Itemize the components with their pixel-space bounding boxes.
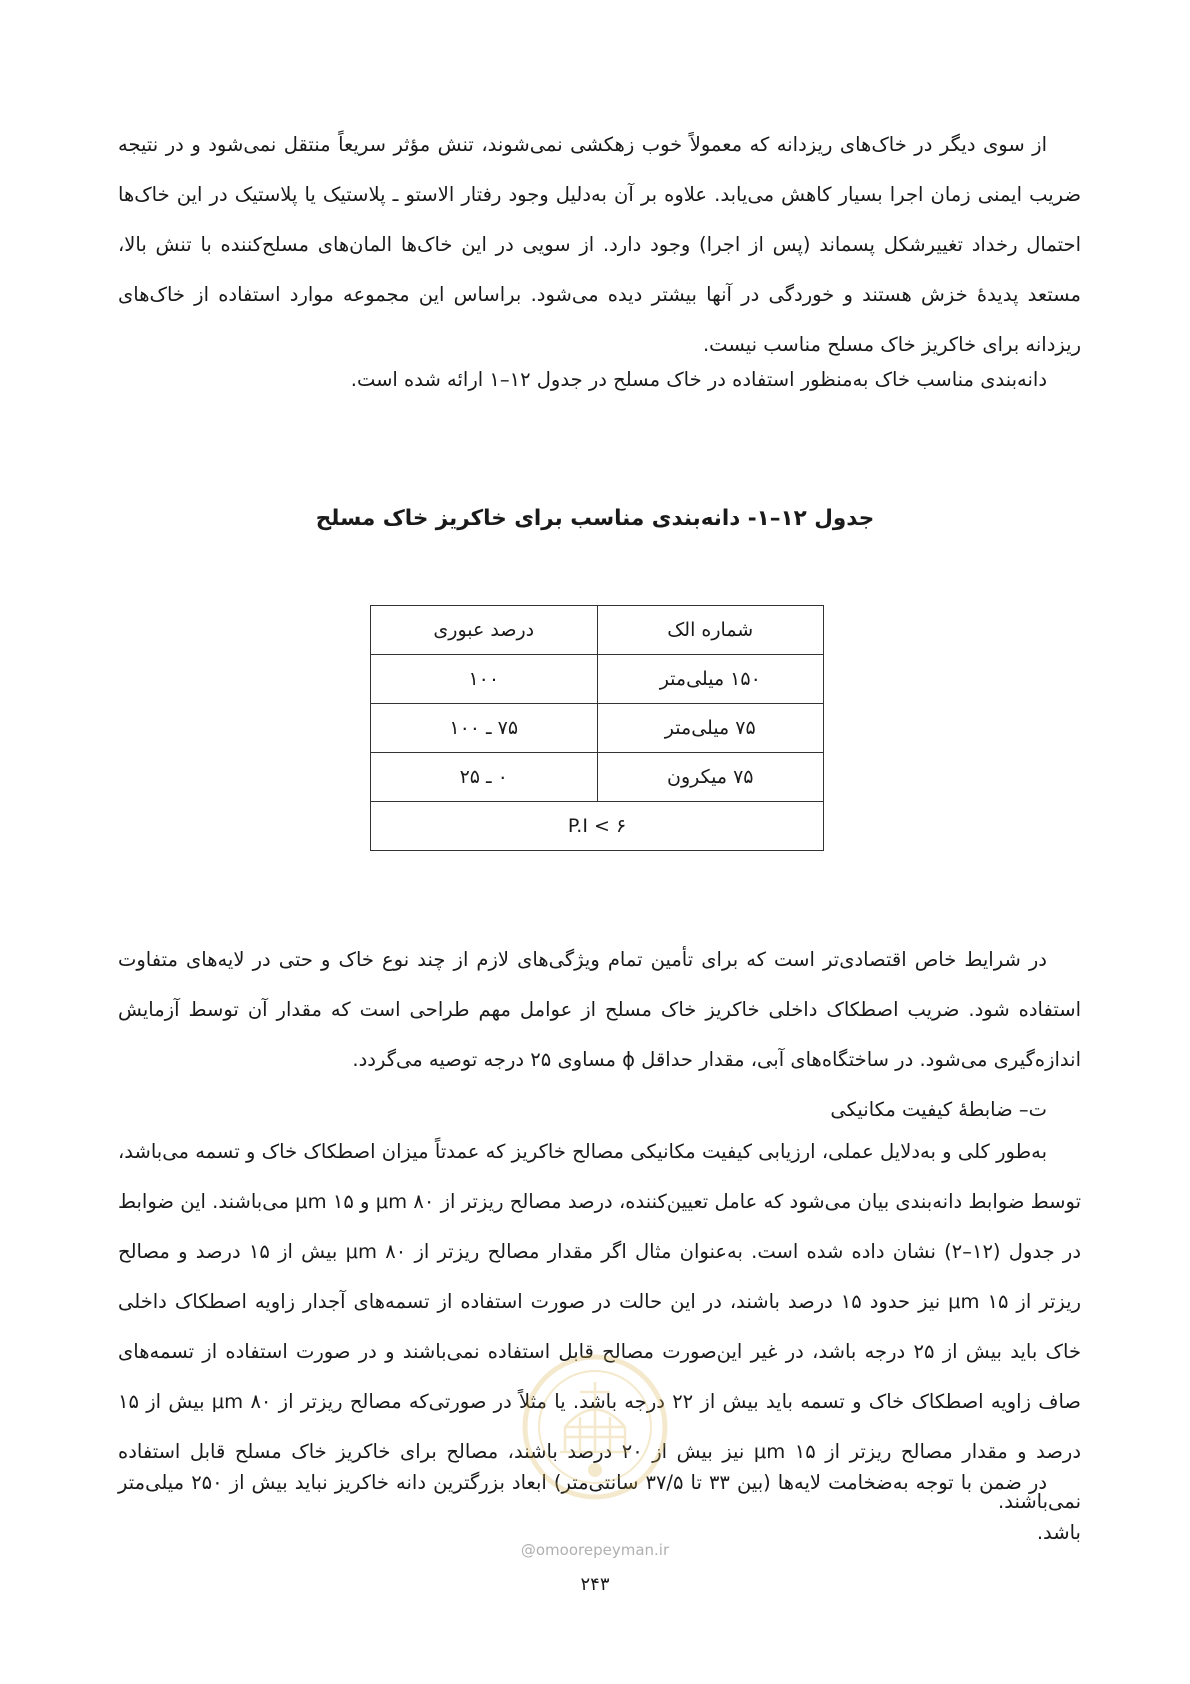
cell-sieve: ۷۵ میکرون: [597, 753, 824, 802]
table-row: [371, 704, 824, 753]
table-row: [371, 753, 824, 802]
paragraph-friction: [118, 935, 1081, 1085]
cell-passing: ۰ ـ ۲۵: [371, 753, 598, 802]
cell-passing: ۱۰۰: [371, 655, 598, 704]
table-caption: جدول ۱۲–۱- دانه‌بندی مناسب برای خاکریز خاک مسلح: [315, 506, 875, 531]
table-row: [371, 655, 824, 704]
paragraph-max-grain-text: در ضمن با توجه به‌ضخامت لایه‌ها (بین ۳۳ تا ۳۷/۵ سانتی‌متر) ابعاد بزرگترین دانه خاکریز نباید بیش از ۲۵۰ میلی‌متر باشد.: [118, 1471, 1081, 1544]
paragraph-table-intro: [118, 355, 1081, 405]
paragraph-fine-soils-text: از سوی دیگر در خاک‌های ریزدانه که معمولاً خوب زهکشی نمی‌شوند، تنش مؤثر سریعاً منتقل نمی‌شود و در نتیجه ضریب ایمنی زمان اجرا بسیار کاهش می‌یابد. علاوه بر آن به‌دلیل وجود رفتار الاستو ـ پلاستیک یا پلاستیک در این خاک‌ها احتمال رخداد تغییرشکل پسماند (پس از اجرا) وجود دارد. از سویی در این خاک‌ها المان‌های مسلح‌کننده با تنش بالا، مستعد پدیدهٔ خزش هستند و خوردگی در آنها بیشتر دیده می‌شود. براساس این مجموعه موارد استفاده از خاک‌های ریزدانه برای خاکریز خاک مسلح مناسب نیست.: [118, 133, 1081, 356]
paragraph-friction-text: در شرایط خاص اقتصادی‌تر است که برای تأمین تمام ویژگی‌های لازم از چند نوع خاک و حتی در لایه‌های متفاوت استفاده شود. ضریب اصطکاک داخلی خاکریز خاک مسلح از عوامل مهم طراحی است که مقدار آن توسط آزمایش اندازه‌گیری می‌شود. در ساختگاه‌های آبی، مقدار حداقل ϕ مساوی ۲۵ درجه توصیه می‌گردد.: [118, 948, 1081, 1071]
page-number: ۲۴۳: [580, 1574, 610, 1595]
cell-plasticity-index: P.I < ۶: [371, 802, 824, 851]
header-passing-percent: درصد عبوری: [371, 606, 598, 655]
watermark-logo-icon: [520, 1352, 670, 1502]
gradation-table: [370, 605, 824, 851]
paragraph-mechanical-quality-text: به‌طور کلی و به‌دلایل عملی، ارزیابی کیفیت مکانیکی مصالح خاکریز که عمدتاً میزان اصطکاک خاک و تسمه می‌باشد، توسط ضوابط دانه‌بندی بیان می‌شود که عامل تعیین‌کننده، درصد مصالح ریزتر از ۸۰ μm و ۱۵ μm می‌باشند. این ضوابط در جدول (۱۲–۲) نشان داده شده است. به‌عنوان مثال اگر مقدار مصالح ریزتر از ۸۰ μm بیش از ۱۵ درصد و مصالح ریزتر از ۱۵ μm نیز حدود ۱۵ درصد باشند، در این حالت در صورت استفاده از تسمه‌های آجدار زاویه اصطکاک داخلی خاک باید بیش از ۲۵ درجه باشد، در غیر این‌صورت مصالح قابل استفاده نمی‌باشند و در صورت استفاده از تسمه‌های صاف زاویه اصطکاک خاک و تسمه باید بیش از ۲۲ درجه باشد. یا مثلاً در صورتی‌که مصالح ریزتر از ۸۰ μm بیش از ۱۵ درصد و مقدار مصالح ریزتر از ۱۵ μm نیز بیش از ۲۰ درصد باشند، مصالح برای خاکریز خاک مسلح قابل استفاده نمی‌باشند.: [118, 1140, 1082, 1513]
cell-sieve: ۱۵۰ میلی‌متر: [597, 655, 824, 704]
paragraph-table-intro-text: دانه‌بندی مناسب خاک به‌منظور استفاده در خاک مسلح در جدول ۱۲–۱ ارائه شده است.: [350, 368, 1047, 391]
cell-sieve: ۷۵ میلی‌متر: [597, 704, 824, 753]
paragraph-fine-soils: [118, 120, 1081, 370]
header-sieve-number: شماره الک: [597, 606, 824, 655]
table-footer-row: [371, 802, 824, 851]
table-header-row: [371, 606, 824, 655]
cell-passing: ۷۵ ـ ۱۰۰: [371, 704, 598, 753]
section-heading-text: ت– ضابطهٔ کیفیت مکانیکی: [830, 1098, 1047, 1121]
watermark-url: @omoorepeyman.ir: [520, 1541, 670, 1559]
